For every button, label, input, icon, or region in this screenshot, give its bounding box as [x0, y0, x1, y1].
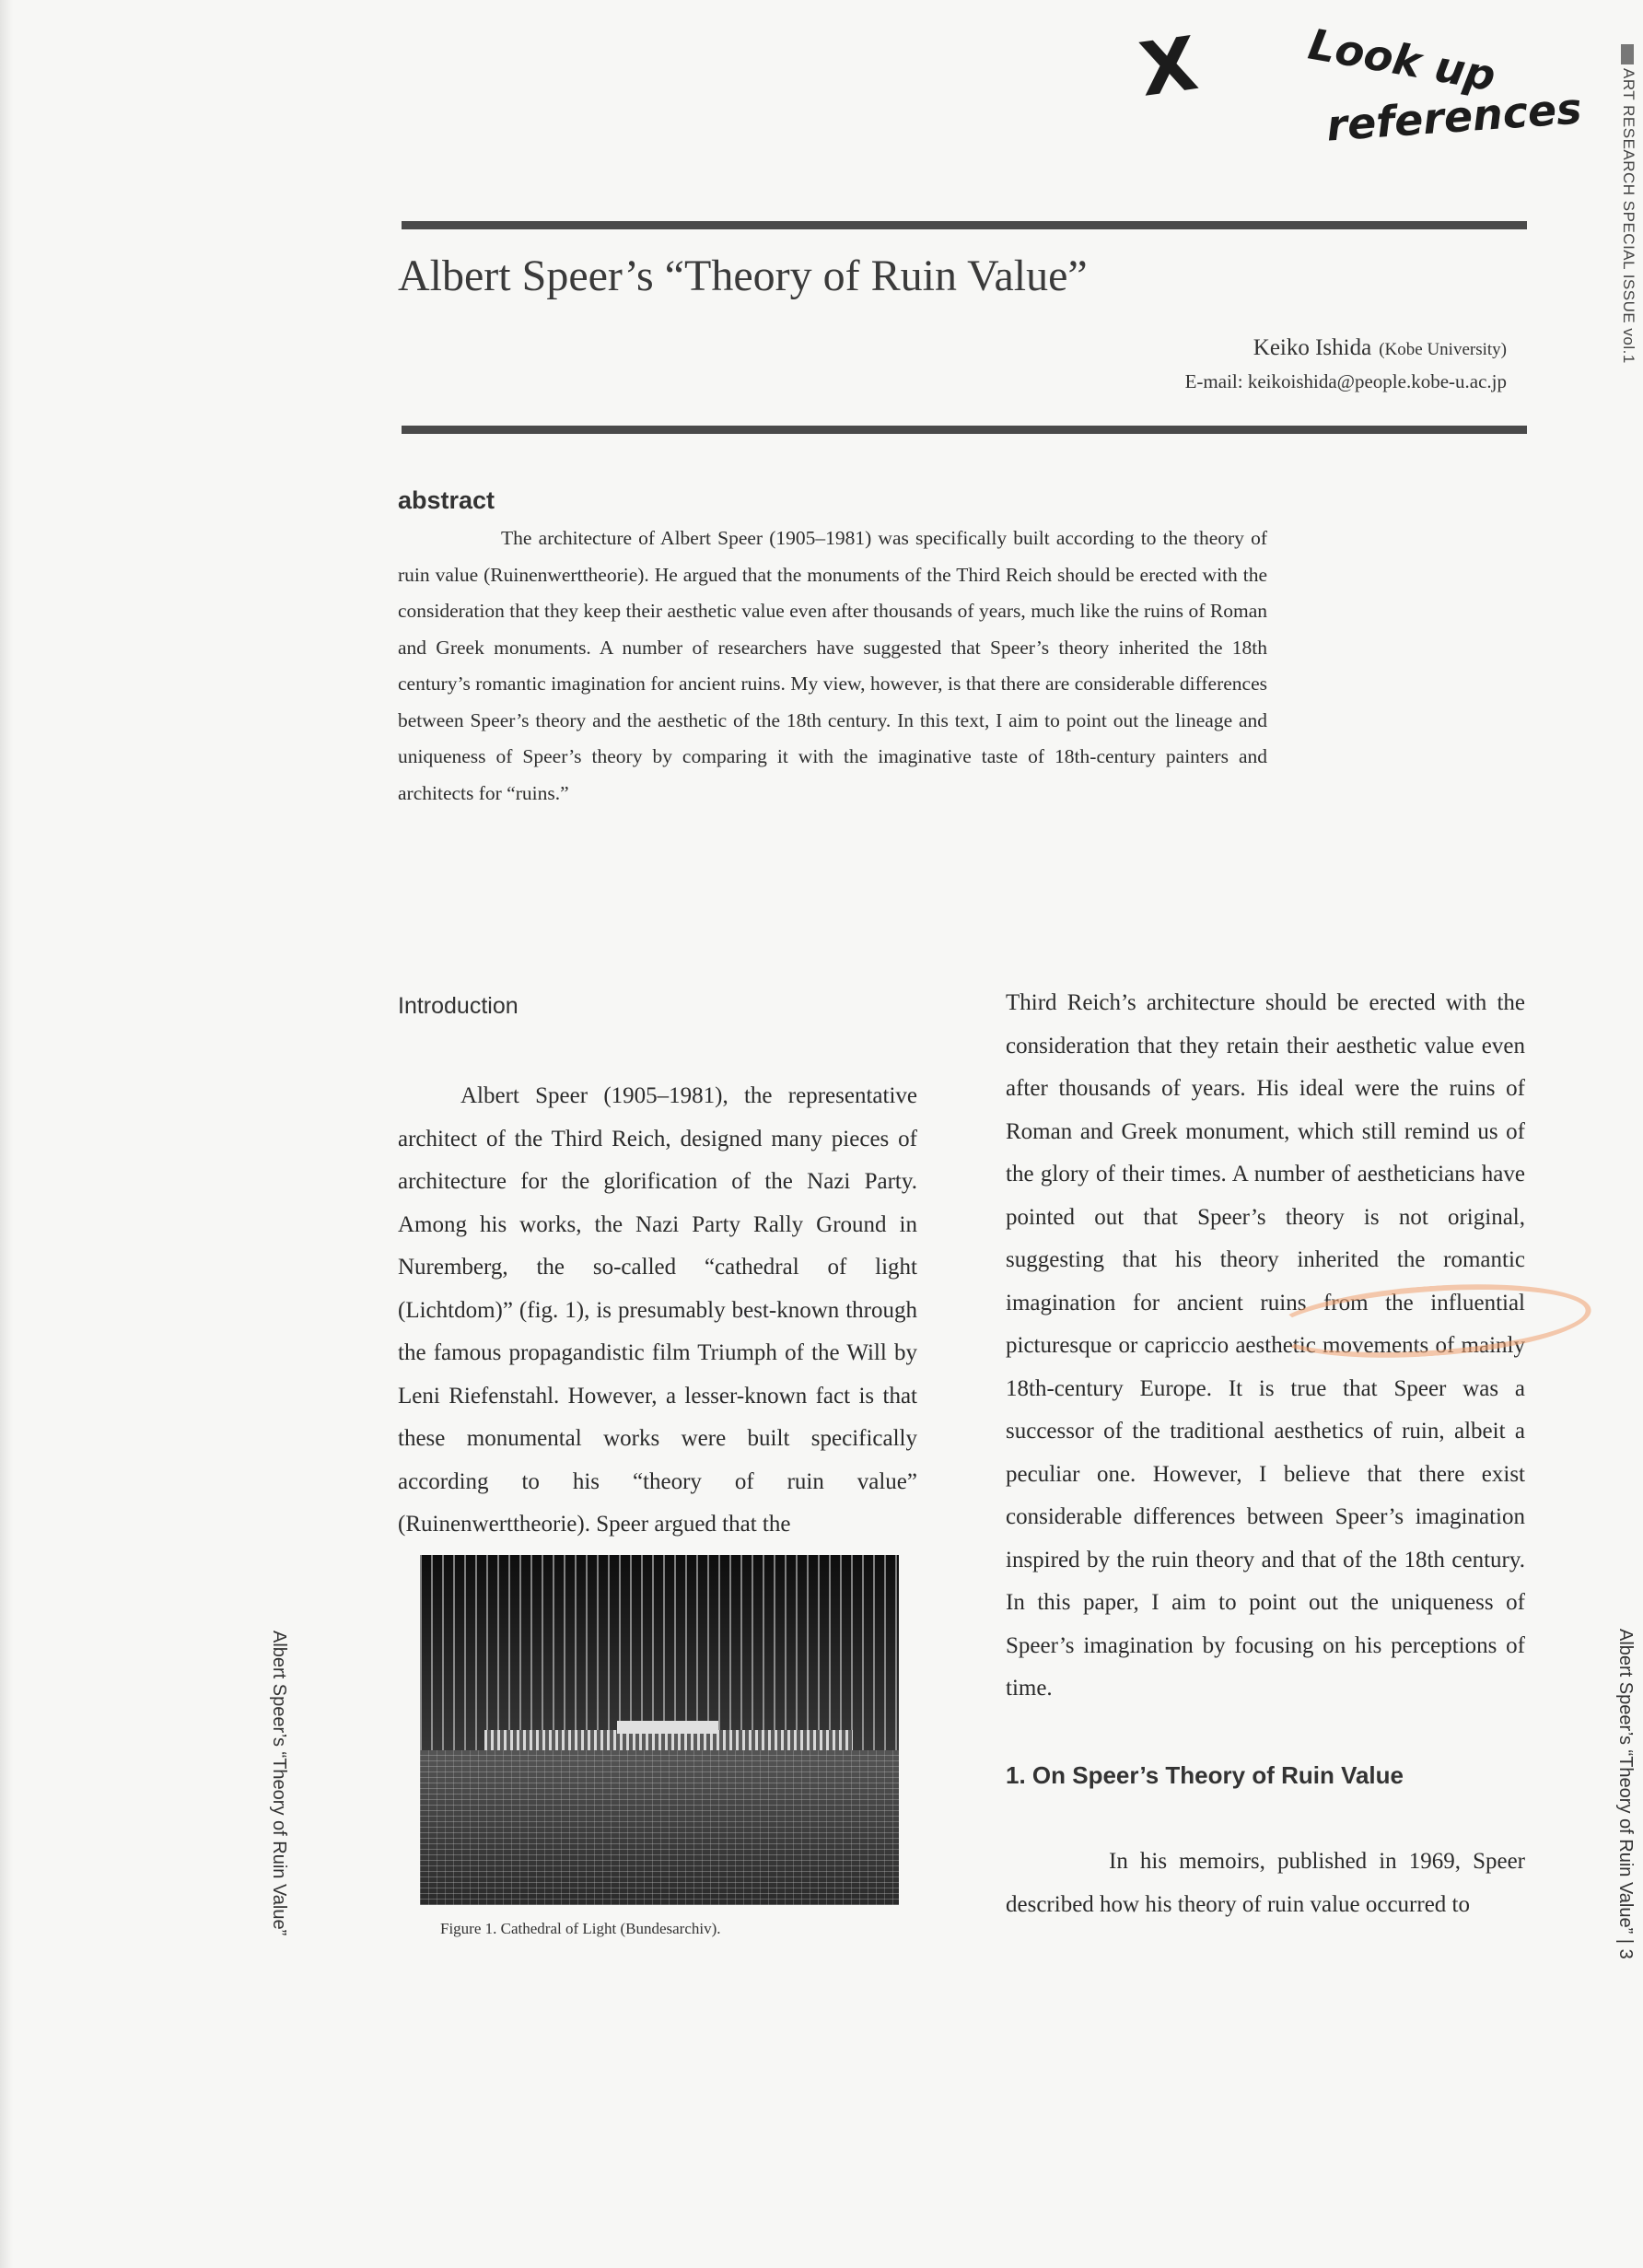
figure-cathedral-of-light	[420, 1555, 899, 1905]
introduction-left-column: Albert Speer (1905–1981), the representative architect of the Third Reich, designed many pieces of architecture for the glorification of the Nazi Party. Among his works, the Nazi Party Rally Ground in Nuremberg, the so-called “cathedral of light (Lichtdom)” (fig. 1), is presumably best-known through the famous propagandistic film Triumph of the Will by Leni Riefenstahl. However, a lesser-known fact is that these monumental works were built specifically according to his “theory of ruin value” (Ruinenwerttheorie). Speer argued that the	[398, 1083, 917, 1537]
abstract-heading: abstract	[398, 486, 495, 514]
figure-stage	[617, 1721, 718, 1734]
author-name: Keiko Ishida	[1253, 335, 1372, 360]
title-rule-top	[402, 221, 1527, 229]
header-marker	[1621, 44, 1634, 64]
running-header	[1615, 37, 1643, 364]
author-line	[1253, 335, 1507, 361]
figure-caption: Figure 1. Cathedral of Light (Bundesarchiv).	[440, 1920, 721, 1937]
side-label-left-text: Albert Speer’s “Theory of Ruin Value”	[269, 1631, 289, 1936]
paper-title: Albert Speer’s “Theory of Ruin Value”	[398, 251, 1088, 300]
author-email: E-mail: keikoishida@people.kobe-u.ac.jp	[1184, 370, 1507, 392]
title-rule-bottom	[402, 426, 1527, 434]
side-label-right-text: Albert Speer’s “Theory of Ruin Value” | 3	[1615, 1629, 1636, 1959]
author-affiliation: (Kobe University)	[1379, 340, 1507, 359]
section-1-heading: 1. On Speer’s Theory of Ruin Value	[1006, 1761, 1404, 1789]
handwritten-mark: X	[1134, 20, 1203, 113]
scan-edge	[0, 0, 13, 2268]
side-label-right	[1614, 1629, 1641, 1997]
introduction-heading: Introduction	[398, 993, 519, 1019]
section-1-text: In his memoirs, published in 1969, Speer described how his theory of ruin value occurred to	[1006, 1849, 1525, 1917]
handwritten-note-line-2: references	[1324, 83, 1584, 151]
running-header-text: ART RESEARCH SPECIAL ISSUE vol.1	[1620, 68, 1637, 364]
handwritten-note-line-1: Look up	[1304, 18, 1499, 101]
side-label-left	[267, 1631, 295, 1962]
abstract-text: The architecture of Albert Speer (1905–1981) was specifically built according to the theory of ruin value (Ruinenwerttheorie). He argued that the monuments of the Third Reich should be erected with the consideration that they keep their aesthetic value even after thousands of years, much like the ruins of Roman and Greek monuments. A number of researchers have suggested that Speer’s theory inherited the 18th century’s romantic imagination for ancient ruins. My view, however, is that there are considerable differences between Speer’s theory and the aesthetic of the 18th century. In this text, I aim to point out the lineage and uniqueness of Speer’s theory by comparing it with the imaginative taste of 18th-century painters and architects for “ruins.”	[398, 527, 1267, 804]
figure-crowd	[420, 1750, 899, 1905]
introduction-right-column: Third Reich’s architecture should be erected with the consideration that they retain their aesthetic value even after thousands of years. His ideal were the ruins of Roman and Greek monument, which still remind us of the glory of their times. A number of aestheticians have pointed out that Speer’s theory is not original, suggesting that his theory inherited the romantic imagination for ancient ruins from the influential picturesque or capriccio aesthetic movements of mainly 18th-century Europe. It is true that Speer was a successor of the traditional aesthetics of ruin, albeit a peculiar one. However, I believe that there exist considerable differences between Speer’s imagination inspired by the ruin theory and that of the 18th century. In this paper, I aim to point out the uniqueness of Speer’s imagination by focusing on his perceptions of time.	[1006, 990, 1525, 1701]
